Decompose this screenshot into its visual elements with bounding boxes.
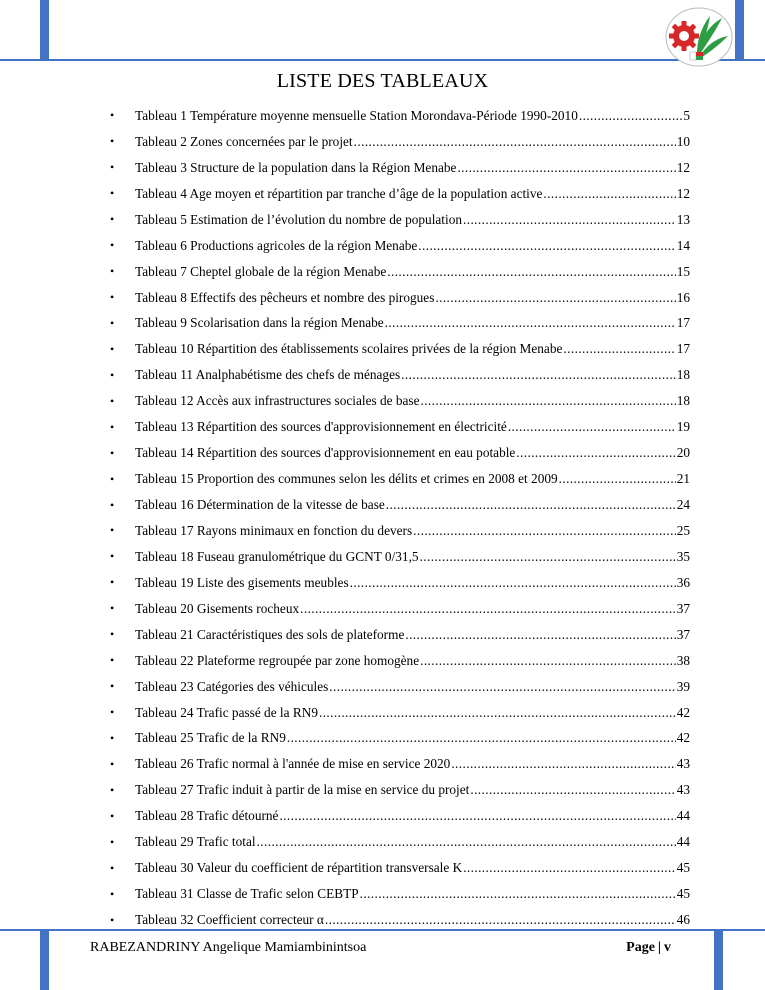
bullet-icon: • [110, 341, 115, 356]
dot-leader [418, 238, 675, 254]
toc-entry-link[interactable] [135, 108, 690, 124]
toc-entry-link[interactable] [135, 679, 690, 695]
toc-entry-page: 46 [676, 912, 690, 928]
bullet-icon: • [110, 782, 115, 797]
dot-leader [329, 679, 675, 695]
toc-entry[interactable] [110, 388, 690, 414]
toc-entry-label: Tableau 16 Détermination de la vitesse de base [135, 497, 385, 513]
toc-entry-page: 42 [676, 730, 690, 746]
toc-entry-page: 37 [676, 626, 690, 642]
toc-entry[interactable] [110, 362, 690, 388]
bullet-icon: • [110, 679, 115, 694]
toc-entry-label: Tableau 31 Classe de Trafic selon CEBTP [135, 886, 359, 902]
toc-entry-page: 17 [676, 315, 690, 331]
bullet-icon: • [110, 367, 115, 382]
dot-leader [559, 471, 676, 487]
toc-entry-link[interactable] [135, 315, 690, 331]
toc-entry-page: 43 [676, 782, 690, 798]
toc-entry-label: Tableau 28 Trafic détourné [135, 808, 279, 824]
toc-entry[interactable] [110, 726, 690, 752]
dot-leader [350, 575, 676, 591]
bullet-icon: • [110, 549, 115, 564]
toc-entry[interactable] [110, 700, 690, 726]
bullet-icon: • [110, 315, 115, 330]
toc-entry-page: 21 [676, 471, 690, 487]
dot-leader [387, 264, 675, 280]
toc-entry-label: Tableau 11 Analphabétisme des chefs de ménages [135, 367, 401, 383]
bullet-icon: • [110, 860, 115, 875]
toc-entry-label: Tableau 4 Age moyen et répartition par tranche d’âge de la population active [135, 185, 543, 201]
toc-entry-label: Tableau 6 Productions agricoles de la région Menabe [135, 237, 418, 253]
toc-entry-label: Tableau 15 Proportion des communes selon les délits et crimes en 2008 et 2009 [135, 471, 558, 487]
toc-entry-label: Tableau 25 Trafic de la RN9 [135, 730, 286, 746]
university-logo [664, 6, 734, 68]
footer-rule [0, 929, 765, 931]
bullet-icon: • [110, 212, 115, 227]
dot-leader [257, 834, 676, 850]
bullet-icon: • [110, 290, 115, 305]
toc-entry-link[interactable] [135, 264, 690, 280]
toc-entry-page: 18 [676, 393, 690, 409]
bullet-icon: • [110, 264, 115, 279]
bullet-icon: • [110, 627, 115, 642]
bullet-icon: • [110, 575, 115, 590]
dot-leader [457, 160, 675, 176]
table-list [110, 103, 690, 933]
toc-entry-label: Tableau 13 Répartition des sources d'approvisionnement en électricité [135, 419, 507, 435]
dot-leader [543, 186, 675, 202]
dot-leader [325, 912, 676, 928]
toc-entry[interactable] [110, 829, 690, 855]
bullet-icon: • [110, 134, 115, 149]
toc-entry-label: Tableau 9 Scolarisation dans la région Menabe [135, 315, 384, 331]
dot-leader [413, 523, 676, 539]
toc-entry-label: Tableau 7 Cheptel globale de la région Menabe [135, 263, 387, 279]
bullet-icon: • [110, 808, 115, 823]
dot-leader [287, 730, 676, 746]
toc-entry-link[interactable] [135, 834, 690, 850]
toc-entry-label: Tableau 30 Valeur du coefficient de répartition transversale K [135, 860, 463, 876]
toc-entry-label: Tableau 23 Catégories des véhicules [135, 678, 329, 694]
toc-entry-label: Tableau 2 Zones concernées par le projet [135, 133, 353, 149]
toc-entry[interactable] [110, 518, 690, 544]
bullet-icon: • [110, 730, 115, 745]
footer-left-bar [40, 931, 49, 990]
dot-leader [279, 808, 675, 824]
bullet-icon: • [110, 160, 115, 175]
dot-leader [385, 315, 676, 331]
toc-entry-link[interactable] [135, 341, 690, 357]
dot-leader [420, 393, 675, 409]
bullet-icon: • [110, 393, 115, 408]
toc-entry[interactable] [110, 103, 690, 129]
toc-entry-link[interactable] [135, 419, 690, 435]
toc-entry-label: Tableau 26 Trafic normal à l'année de mise en service 2020 [135, 756, 451, 772]
toc-entry-label: Tableau 24 Trafic passé de la RN9 [135, 704, 318, 720]
toc-entry[interactable] [110, 285, 690, 311]
toc-entry[interactable] [110, 207, 690, 233]
toc-entry[interactable] [110, 674, 690, 700]
toc-entry-page: 42 [676, 704, 690, 720]
bullet-icon: • [110, 653, 115, 668]
dot-leader [420, 549, 676, 565]
toc-entry-page: 43 [676, 756, 690, 772]
toc-entry-link[interactable] [135, 860, 690, 876]
toc-entry[interactable] [110, 855, 690, 881]
toc-entry-link[interactable] [135, 212, 690, 228]
toc-entry-label: Tableau 1 Température moyenne mensuelle Station Morondava-Période 1990-2010 [135, 107, 578, 123]
dot-leader [386, 497, 676, 513]
dot-leader [463, 860, 676, 876]
toc-entry-link[interactable] [135, 756, 690, 772]
toc-entry-link[interactable] [135, 886, 690, 902]
bullet-icon: • [110, 834, 115, 849]
toc-entry-label: Tableau 29 Trafic total [135, 834, 256, 850]
dot-leader [405, 627, 675, 643]
toc-entry-page: 12 [676, 159, 690, 175]
toc-entry[interactable] [110, 311, 690, 337]
header-rule [0, 59, 765, 61]
toc-entry-label: Tableau 5 Estimation de l’évolution du nombre de population [135, 211, 462, 227]
toc-entry-link[interactable] [135, 523, 690, 539]
toc-entry[interactable] [110, 777, 690, 803]
toc-entry-link[interactable] [135, 627, 690, 643]
toc-entry-page: 45 [676, 860, 690, 876]
toc-entry[interactable] [110, 622, 690, 648]
footer-page-value: v [664, 940, 671, 955]
toc-entry-page: 36 [676, 574, 690, 590]
bullet-icon: • [110, 419, 115, 434]
toc-entry[interactable] [110, 440, 690, 466]
footer-right-bar [714, 931, 723, 990]
dot-leader [451, 756, 675, 772]
toc-entry[interactable] [110, 336, 690, 362]
dot-leader [579, 108, 683, 124]
bullet-icon: • [110, 756, 115, 771]
toc-entry-link[interactable] [135, 445, 690, 461]
dot-leader [319, 705, 676, 721]
toc-entry-link[interactable] [135, 912, 690, 928]
toc-entry[interactable] [110, 181, 690, 207]
toc-entry[interactable] [110, 544, 690, 570]
toc-entry-page: 35 [676, 548, 690, 564]
toc-entry[interactable] [110, 129, 690, 155]
footer-separator: | [657, 940, 661, 955]
toc-entry[interactable] [110, 414, 690, 440]
toc-entry-label: Tableau 32 Coefficient correcteur α [135, 912, 324, 928]
toc-entry-link[interactable] [135, 705, 690, 721]
bullet-icon: • [110, 471, 115, 486]
toc-entry[interactable] [110, 466, 690, 492]
toc-entry-label: Tableau 20 Gisements rocheux [135, 600, 300, 616]
toc-entry-page: 37 [676, 600, 690, 616]
toc-entry-label: Tableau 22 Plateforme regroupée par zone homogène [135, 652, 420, 668]
toc-entry-link[interactable] [135, 549, 690, 565]
toc-entry-label: Tableau 21 Caractéristiques des sols de plateforme [135, 626, 405, 642]
toc-entry-link[interactable] [135, 601, 690, 617]
bullet-icon: • [110, 601, 115, 616]
toc-entry-label: Tableau 19 Liste des gisements meubles [135, 574, 349, 590]
dot-leader [508, 419, 676, 435]
toc-entry-page: 15 [676, 263, 690, 279]
toc-entry-page: 38 [676, 652, 690, 668]
page-title: LISTE DES TABLEAUX [276, 70, 489, 92]
dot-leader [300, 601, 676, 617]
dot-leader [435, 290, 675, 306]
toc-entry-link[interactable] [135, 653, 690, 669]
toc-entry-link[interactable] [135, 160, 690, 176]
toc-entry-page: 20 [676, 445, 690, 461]
toc-entry-label: Tableau 27 Trafic induit à partir de la mise en service du projet [135, 782, 470, 798]
toc-entry-label: Tableau 12 Accès aux infrastructures sociales de base [135, 393, 420, 409]
toc-entry-page: 14 [676, 237, 690, 253]
toc-entry-link[interactable] [135, 497, 690, 513]
bullet-icon: • [110, 108, 115, 123]
toc-entry-page: 24 [676, 497, 690, 513]
dot-leader [463, 212, 676, 228]
toc-entry-page: 18 [676, 367, 690, 383]
toc-entry[interactable] [110, 648, 690, 674]
toc-entry-label: Tableau 17 Rayons minimaux en fonction du devers [135, 522, 413, 538]
bullet-icon: • [110, 886, 115, 901]
dot-leader [470, 782, 675, 798]
dot-leader [420, 653, 676, 669]
toc-entry-link[interactable] [135, 471, 690, 487]
footer-author: RABEZANDRINY Angelique Mamiambinintsoa [90, 940, 367, 955]
toc-entry-page: 44 [676, 808, 690, 824]
header-right-bar [735, 0, 744, 60]
dot-leader [401, 367, 676, 383]
dot-leader [354, 134, 676, 150]
toc-entry[interactable] [110, 596, 690, 622]
toc-entry-page: 39 [676, 678, 690, 694]
toc-entry[interactable] [110, 259, 690, 285]
toc-entry[interactable] [110, 155, 690, 181]
toc-entry-label: Tableau 10 Répartition des établissements scolaires privées de la région Menabe [135, 341, 563, 357]
toc-entry[interactable] [110, 233, 690, 259]
toc-entry-page: 13 [676, 211, 690, 227]
toc-entry-page: 12 [676, 185, 690, 201]
dot-leader [360, 886, 676, 902]
bullet-icon: • [110, 497, 115, 512]
toc-entry-label: Tableau 18 Fuseau granulométrique du GCNT 0/31,5 [135, 548, 419, 564]
toc-entry-page: 44 [676, 834, 690, 850]
toc-entry-label: Tableau 14 Répartition des sources d'approvisionnement en eau potable [135, 445, 516, 461]
toc-entry-label: Tableau 8 Effectifs des pêcheurs et nombre des pirogues [135, 289, 435, 305]
toc-entry-page: 17 [676, 341, 690, 357]
dot-leader [563, 341, 675, 357]
toc-entry-page: 45 [676, 886, 690, 902]
footer-page-number [626, 940, 671, 956]
toc-entry-link[interactable] [135, 186, 690, 202]
bullet-icon: • [110, 238, 115, 253]
toc-entry-page: 5 [683, 107, 690, 123]
toc-entry-link[interactable] [135, 782, 690, 798]
bullet-icon: • [110, 705, 115, 720]
toc-entry-link[interactable] [135, 290, 690, 306]
dot-leader [516, 445, 675, 461]
toc-entry-link[interactable] [135, 367, 690, 383]
toc-entry[interactable] [110, 492, 690, 518]
bullet-icon: • [110, 912, 115, 927]
toc-entry-link[interactable] [135, 575, 690, 591]
toc-entry-link[interactable] [135, 808, 690, 824]
toc-entry-link[interactable] [135, 730, 690, 746]
header-left-bar [40, 0, 49, 60]
toc-entry-link[interactable] [135, 134, 690, 150]
toc-entry-link[interactable] [135, 393, 690, 409]
toc-entry[interactable] [110, 751, 690, 777]
toc-entry-link[interactable] [135, 238, 690, 254]
toc-entry-label: Tableau 3 Structure de la population dans la Région Menabe [135, 159, 457, 175]
footer-page-label: Page [626, 940, 655, 955]
toc-entry-page: 19 [676, 419, 690, 435]
toc-entry-page: 25 [676, 522, 690, 538]
bullet-icon: • [110, 523, 115, 538]
toc-entry[interactable] [110, 881, 690, 907]
toc-entry-page: 10 [676, 133, 690, 149]
toc-entry[interactable] [110, 570, 690, 596]
bullet-icon: • [110, 186, 115, 201]
bullet-icon: • [110, 445, 115, 460]
toc-entry[interactable] [110, 803, 690, 829]
toc-entry-page: 16 [676, 289, 690, 305]
